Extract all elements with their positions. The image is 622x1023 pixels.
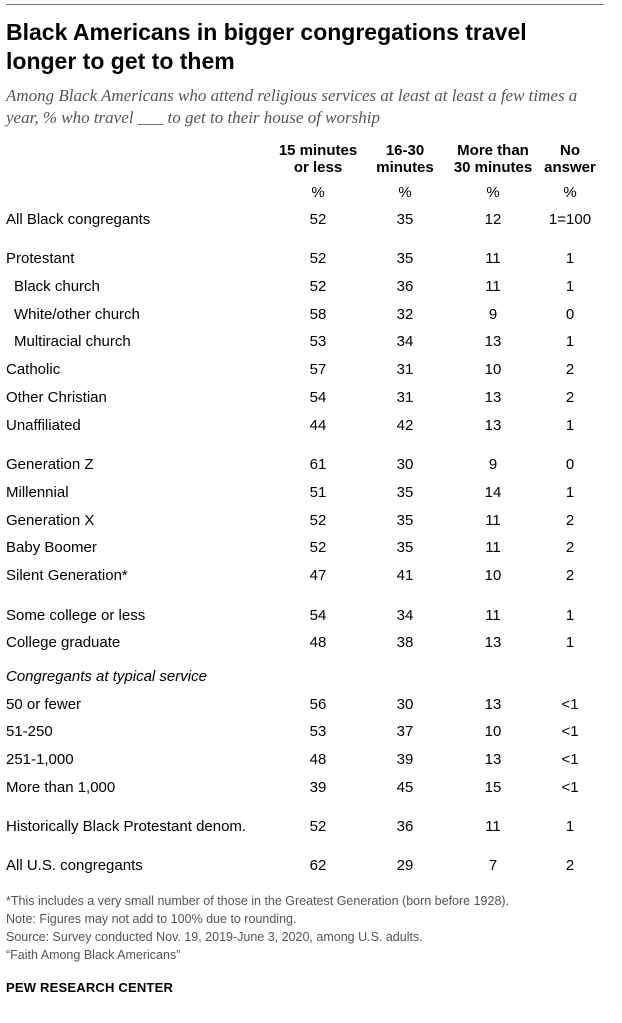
brand-logo-text: PEW RESEARCH CENTER xyxy=(6,980,174,995)
column-unit-1: % xyxy=(311,184,325,201)
row-value-col-4: 2 xyxy=(565,857,575,874)
row-value-col-3: 13 xyxy=(484,389,502,406)
row-value-col-3: 12 xyxy=(484,211,502,228)
row-label: Unaffiliated xyxy=(6,417,81,434)
row-label: Protestant xyxy=(6,250,75,267)
column-header-1: 15 minutes or less xyxy=(278,142,358,176)
row-value-col-2: 38 xyxy=(396,634,414,651)
row-value-col-2: 36 xyxy=(396,278,414,295)
column-unit-2: % xyxy=(398,184,412,201)
row-value-col-4: <1 xyxy=(561,723,579,740)
row-value-col-3: 11 xyxy=(485,539,501,556)
row-value-col-3: 11 xyxy=(485,607,501,624)
row-value-col-4: 1 xyxy=(565,333,575,350)
table-row xyxy=(6,694,606,716)
row-value-col-4: 0 xyxy=(565,306,575,323)
row-value-col-1: 52 xyxy=(309,211,327,228)
row-label: All U.S. congregants xyxy=(6,857,143,874)
row-value-col-1: 52 xyxy=(309,250,327,267)
row-value-col-1: 58 xyxy=(309,306,327,323)
row-value-col-3: 10 xyxy=(484,567,502,584)
row-value-col-1: 62 xyxy=(309,857,327,874)
row-value-col-1: 53 xyxy=(309,333,327,350)
row-value-col-4: 1=100 xyxy=(548,211,592,228)
row-value-col-1: 52 xyxy=(309,512,327,529)
table-row xyxy=(6,482,606,504)
table-row xyxy=(6,248,606,270)
row-label: Generation Z xyxy=(6,456,94,473)
row-value-col-1: 61 xyxy=(309,456,327,473)
row-label: Catholic xyxy=(6,361,61,378)
row-value-col-2: 30 xyxy=(396,696,414,713)
table-row xyxy=(6,749,606,771)
row-value-col-2: 36 xyxy=(396,818,414,835)
chart-title: Black Americans in bigger congregations travel longer to get to them xyxy=(6,19,527,74)
row-value-col-4: 1 xyxy=(565,634,575,651)
row-value-col-3: 10 xyxy=(484,723,502,740)
row-value-col-4: 0 xyxy=(565,456,575,473)
row-label: Generation X xyxy=(6,512,95,529)
row-value-col-2: 31 xyxy=(396,389,414,406)
row-value-col-1: 52 xyxy=(309,539,327,556)
row-label: 51-250 xyxy=(6,723,53,740)
row-value-col-4: 2 xyxy=(565,567,575,584)
row-label: All Black congregants xyxy=(6,211,151,228)
row-value-col-3: 13 xyxy=(484,634,502,651)
column-header-3: More than 30 minutes xyxy=(453,142,533,176)
report-title: “Faith Among Black Americans” xyxy=(6,948,181,962)
row-value-col-1: 54 xyxy=(309,607,327,624)
notes-block xyxy=(6,892,616,964)
row-value-col-2: 29 xyxy=(396,857,414,874)
row-label: White/other church xyxy=(14,306,140,323)
row-value-col-2: 37 xyxy=(396,723,414,740)
table-row xyxy=(6,605,606,627)
row-value-col-3: 9 xyxy=(488,306,498,323)
note: Note: Figures may not add to 100% due to rounding. xyxy=(6,912,297,926)
row-value-col-2: 35 xyxy=(396,484,414,501)
row-value-col-2: 30 xyxy=(396,456,414,473)
row-value-col-4: 1 xyxy=(565,484,575,501)
row-label: Other Christian xyxy=(6,389,107,406)
table-row xyxy=(6,209,606,231)
table-row xyxy=(6,454,606,476)
row-value-col-1: 48 xyxy=(309,751,327,768)
row-value-col-1: 44 xyxy=(309,417,327,434)
column-header-2: 16-30 minutes xyxy=(376,142,434,176)
row-value-col-4: 2 xyxy=(565,512,575,529)
row-label: More than 1,000 xyxy=(6,779,116,796)
table-row xyxy=(6,632,606,654)
row-value-col-3: 13 xyxy=(484,696,502,713)
row-value-col-3: 9 xyxy=(488,456,498,473)
row-value-col-2: 35 xyxy=(396,539,414,556)
table-row xyxy=(6,510,606,532)
row-label: Historically Black Protestant denom. xyxy=(6,818,247,835)
row-value-col-1: 54 xyxy=(309,389,327,406)
row-value-col-3: 14 xyxy=(484,484,502,501)
source: Source: Survey conducted Nov. 19, 2019-June 3, 2020, among U.S. adults. xyxy=(6,930,423,944)
row-label: 251-1,000 xyxy=(6,751,74,768)
table-row xyxy=(6,855,606,877)
row-label: Black church xyxy=(14,278,100,295)
top-rule xyxy=(6,4,604,5)
row-value-col-4: 1 xyxy=(565,818,575,835)
row-label: Some college or less xyxy=(6,607,146,624)
row-value-col-4: 1 xyxy=(565,417,575,434)
chart-subtitle: Among Black Americans who attend religious services at least at least a few times a year, % who travel ___ to get to their house of worship xyxy=(6,86,578,127)
table-row xyxy=(6,359,606,381)
row-value-col-4: 1 xyxy=(565,278,575,295)
row-value-col-4: 1 xyxy=(565,607,575,624)
table-row xyxy=(6,304,606,326)
row-value-col-4: 2 xyxy=(565,361,575,378)
row-value-col-4: 2 xyxy=(565,389,575,406)
row-value-col-3: 15 xyxy=(484,779,502,796)
row-value-col-3: 13 xyxy=(484,417,502,434)
table-row xyxy=(6,415,606,437)
row-value-col-3: 7 xyxy=(488,857,498,874)
row-value-col-3: 10 xyxy=(484,361,502,378)
table-row xyxy=(6,816,606,838)
row-value-col-3: 11 xyxy=(485,278,501,295)
row-value-col-2: 45 xyxy=(396,779,414,796)
row-value-col-2: 39 xyxy=(396,751,414,768)
column-unit-4: % xyxy=(563,184,577,201)
row-value-col-4: <1 xyxy=(561,751,579,768)
row-value-col-1: 57 xyxy=(309,361,327,378)
row-label: College graduate xyxy=(6,634,121,651)
row-value-col-1: 52 xyxy=(309,818,327,835)
row-label: Multiracial church xyxy=(14,333,131,350)
row-value-col-1: 47 xyxy=(309,567,327,584)
row-value-col-3: 11 xyxy=(485,512,501,529)
table-row xyxy=(6,565,606,587)
table-row xyxy=(6,276,606,298)
column-unit-3: % xyxy=(486,184,500,201)
row-value-col-1: 56 xyxy=(309,696,327,713)
row-value-col-2: 31 xyxy=(396,361,414,378)
row-value-col-2: 34 xyxy=(396,333,414,350)
row-value-col-3: 13 xyxy=(484,333,502,350)
row-label: Baby Boomer xyxy=(6,539,97,556)
row-value-col-4: <1 xyxy=(561,779,579,796)
row-label: 50 or fewer xyxy=(6,696,82,713)
row-value-col-2: 42 xyxy=(396,417,414,434)
row-value-col-2: 35 xyxy=(396,211,414,228)
row-value-col-4: 1 xyxy=(565,250,575,267)
column-header-4: No answer xyxy=(544,142,596,176)
row-value-col-2: 34 xyxy=(396,607,414,624)
row-value-col-1: 48 xyxy=(309,634,327,651)
row-value-col-2: 35 xyxy=(396,512,414,529)
row-value-col-2: 41 xyxy=(396,567,414,584)
row-value-col-3: 11 xyxy=(485,250,501,267)
row-value-col-1: 51 xyxy=(309,484,327,501)
row-label: Millennial xyxy=(6,484,69,501)
row-value-col-3: 13 xyxy=(484,751,502,768)
row-value-col-2: 32 xyxy=(396,306,414,323)
row-label: Silent Generation* xyxy=(6,567,128,584)
table-row xyxy=(6,777,606,799)
row-value-col-1: 39 xyxy=(309,779,327,796)
row-value-col-3: 11 xyxy=(485,818,501,835)
row-value-col-2: 35 xyxy=(396,250,414,267)
table-row xyxy=(6,721,606,743)
row-value-col-4: <1 xyxy=(561,696,579,713)
row-value-col-1: 53 xyxy=(309,723,327,740)
row-value-col-1: 52 xyxy=(309,278,327,295)
table-row xyxy=(6,331,606,353)
section-label: Congregants at typical service xyxy=(6,668,207,685)
table-row xyxy=(6,387,606,409)
row-value-col-4: 2 xyxy=(565,539,575,556)
footnote: *This includes a very small number of those in the Greatest Generation (born before 1928). xyxy=(6,894,510,908)
table-row xyxy=(6,537,606,559)
